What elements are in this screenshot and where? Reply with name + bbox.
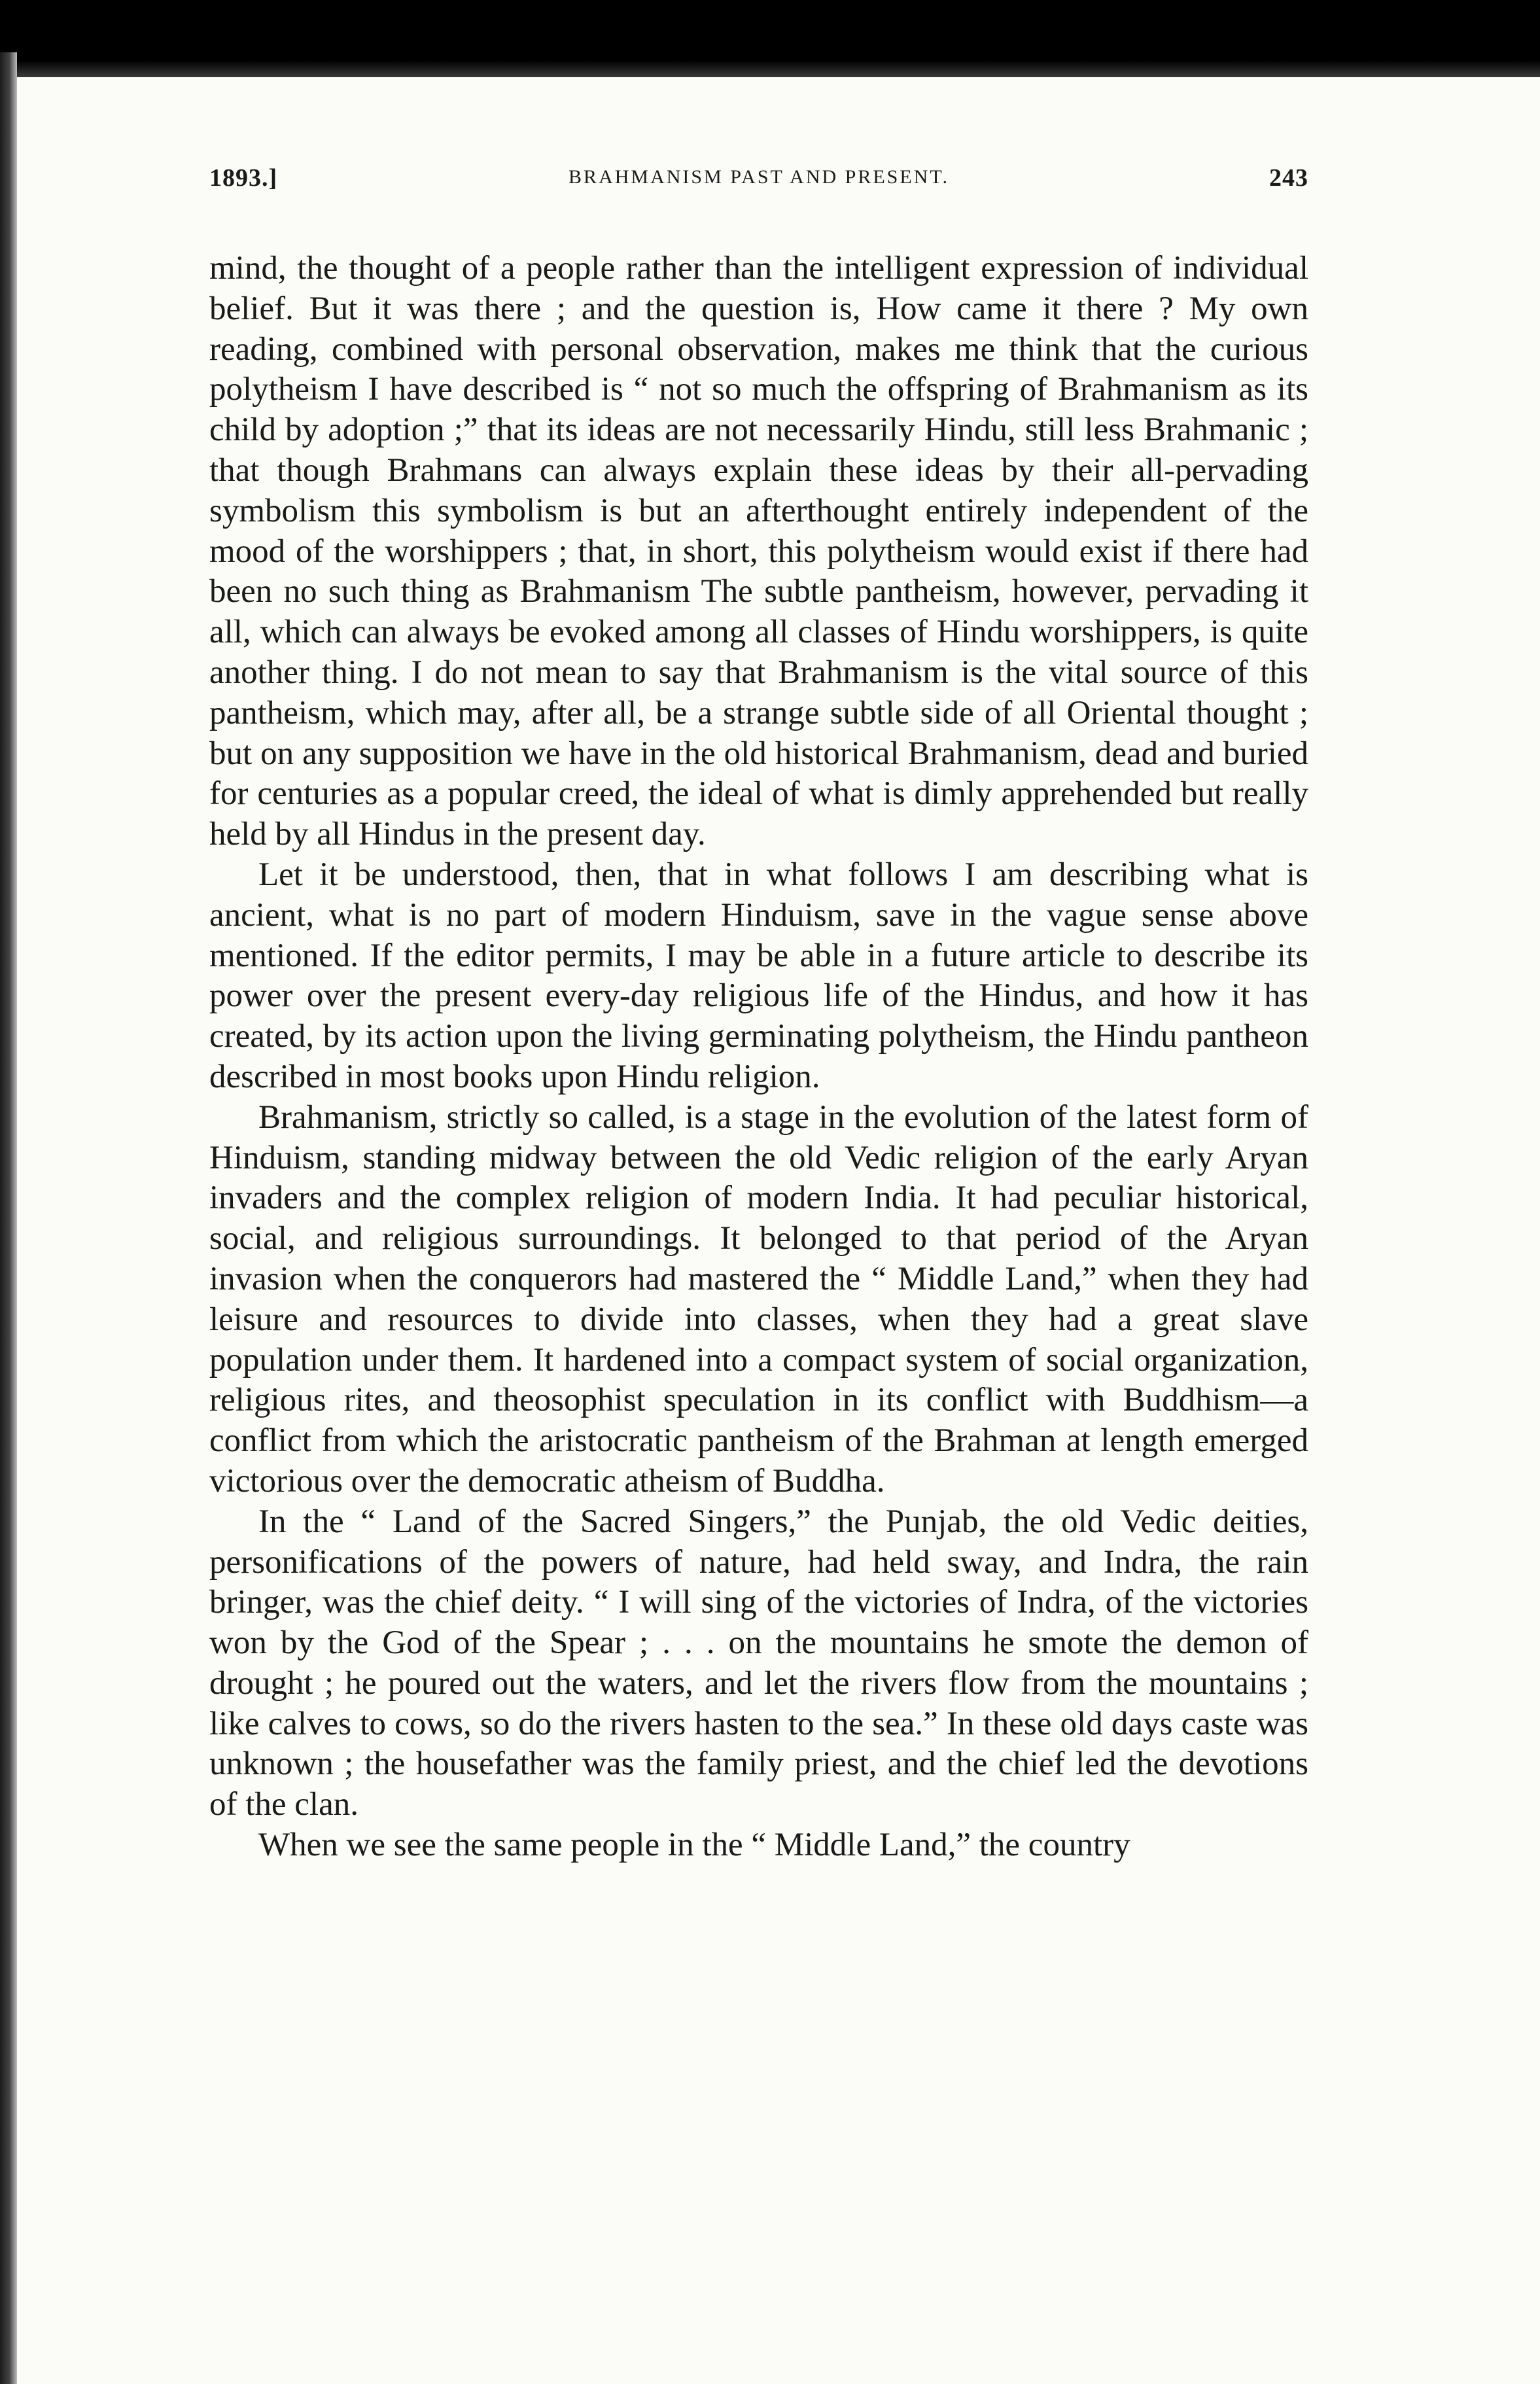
header-year: 1893.] [209, 164, 278, 192]
header-title: BRAHMANISM PAST AND PRESENT. [569, 166, 949, 188]
scan-border-top [0, 0, 1540, 77]
body-text [209, 249, 1308, 1866]
paragraph-4: In the “ Land of the Sacred Singers,” the Punjab, the old Vedic deities, personifications of the powers of nature, had held sway, and Indra, the rain bringer, was the chief deity. “ I will sing of the victories of Indra, of the victories won by the God of the Spear ; . . . on the mountains he smote the demon of drought ; he poured out the waters, and let the rivers flow from the mountains ; like calves to cows, so do the rivers hasten to the sea.” In these old days caste was unknown ; the housefather was the family priest, and the chief led the devotions of the clan. [209, 1503, 1308, 1823]
page-number: 243 [1269, 164, 1308, 192]
paragraph-1: mind, the thought of a people rather than the intelligent expression of individual belief. But it was there ; and the question is, How came it there ? My own reading, combined with personal observation, makes me think that the curious polytheism I have described is “ not so much the offspring of Brahmanism as its child by adoption ;” that its ideas are not necessarily Hindu, still less Brahmanic ; that though Brahmans can always explain these ideas by their all-pervading symbolism this symbolism is but an afterthought entirely independent of the mood of the worshippers ; that, in short, this polytheism would exist if there had been no such thing as Brahmanism The subtle pantheism, however, pervading it all, which can always be evoked among all classes of Hindu worshippers, is quite another thing. I do not mean to say that Brahmanism is the vital source of this pantheism, which may, after all, be a strange subtle side of all Oriental thought ; but on any supposition we have in the old historical Brahmanism, dead and buried for centuries as a popular creed, the ideal of what is dimly apprehended but really held by all Hindus in the present day. [209, 250, 1308, 853]
paragraph-3: Brahmanism, strictly so called, is a stage in the evolution of the latest form of Hinduism, standing midway between the old Vedic religion of the early Aryan invaders and the complex religion of modern India. It had peculiar historical, social, and religious surroundings. It belonged to that period of the Aryan invasion when the conquerors had mastered the “ Middle Land,” when they had leisure and resources to divide into classes, when they had a great slave population under them. It hardened into a compact system of social organization, religious rites, and theosophist speculation in its conflict with Buddhism—a conflict from which the aristocratic pantheism of the Brahman at length emerged victorious over the democratic atheism of Buddha. [209, 1098, 1308, 1499]
scan-border-left [0, 52, 17, 2384]
running-head [209, 164, 1308, 203]
paragraph-2: Let it be understood, then, that in what follows I am describing what is ancient, what is no part of modern Hinduism, save in the vague sense above mentioned. If the editor permits, I may be able in a future article to describe its power over the present every-day religious life of the Hindus, and how it has created, by its action upon the living germinating polytheism, the Hindu pantheon described in most books upon Hindu religion. [209, 856, 1308, 1095]
book-page [209, 164, 1308, 1866]
paragraph-5: When we see the same people in the “ Middle Land,” the country [258, 1827, 1130, 1864]
